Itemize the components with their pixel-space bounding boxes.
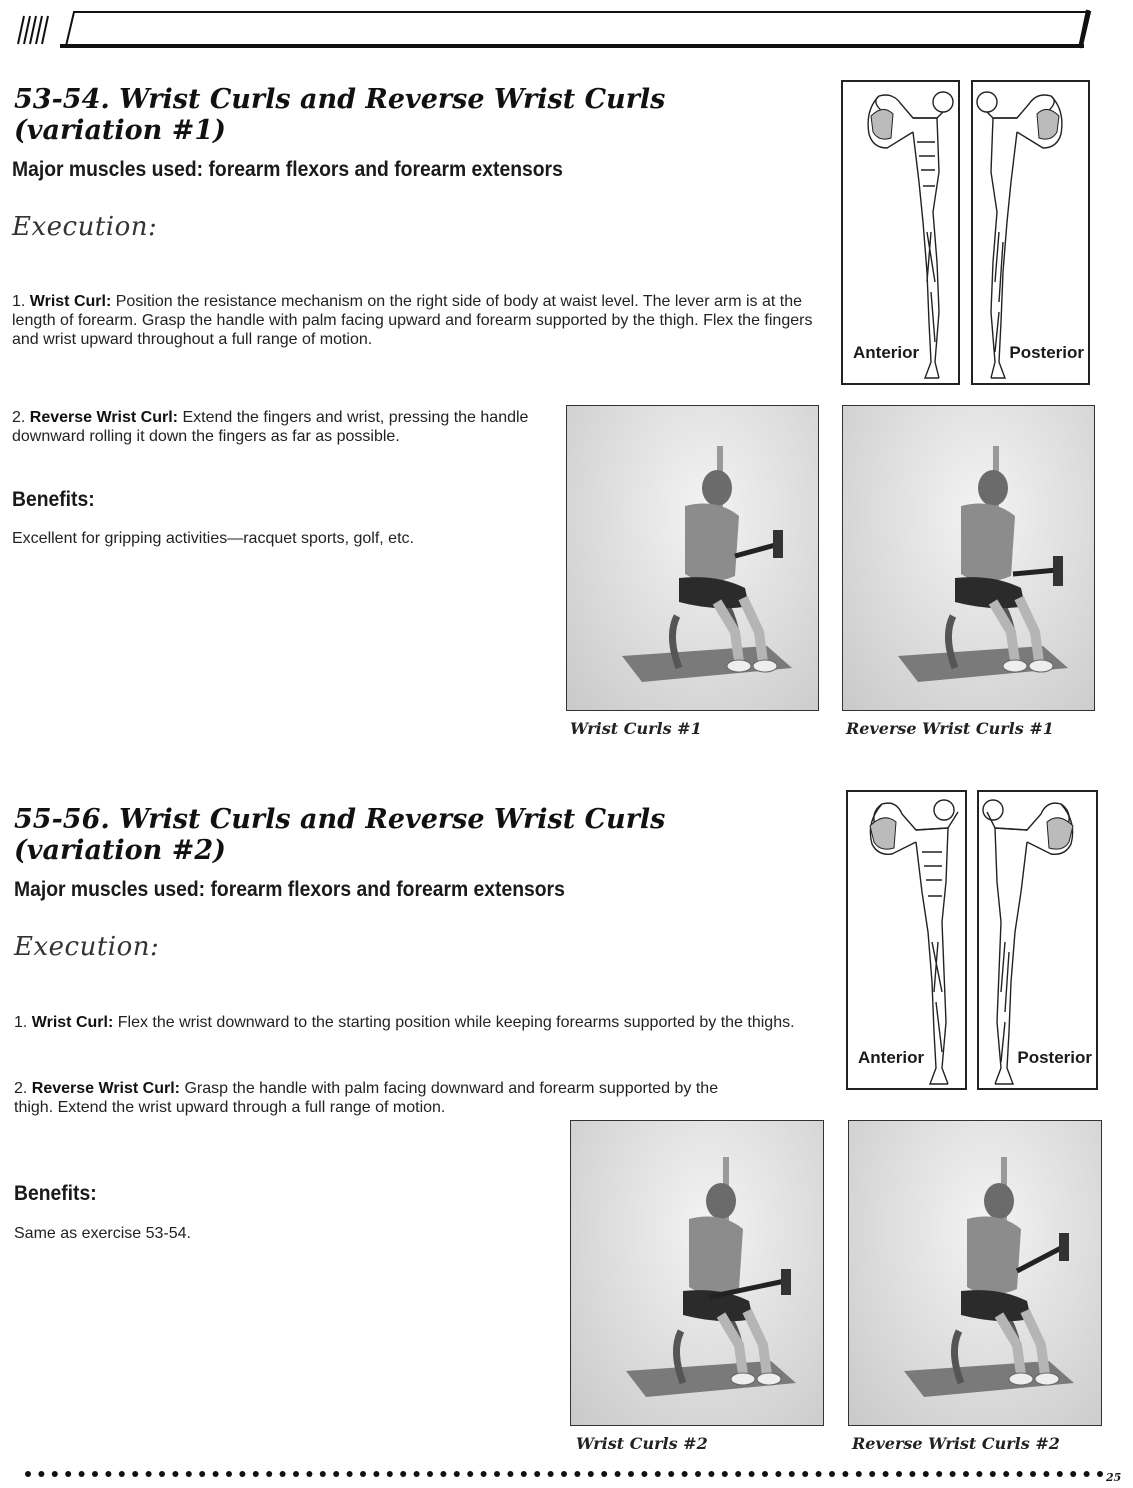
section1-posterior-label: Posterior xyxy=(1009,343,1084,362)
section1-step1-text: Position the resistance mechanism on the right side of body at waist level. The lever arm is at the length of forearm. Grasp the handle with palm facing upward and forearm supported by the thigh. Flex the fingers and wrist upward throughout a full range of motion. xyxy=(12,293,813,348)
section2-posterior-muscle-diagram xyxy=(977,790,1098,1090)
seated-man-photo-illustration xyxy=(567,406,817,709)
posterior-body-illustration xyxy=(973,82,1088,383)
section2-benefits-text: Same as exercise 53-54. xyxy=(14,1225,191,1242)
section1-step2-text: Extend the fingers and wrist, pressing the handle downward rolling it down the fingers as far as possible. xyxy=(12,409,529,445)
section1-posterior-muscle-diagram xyxy=(971,80,1090,385)
section1-benefits-heading: Benefits: xyxy=(12,488,95,511)
section1-step1 xyxy=(12,292,820,349)
section2-caption-reverse-wrist-curls: Reverse Wrist Curls #2 xyxy=(852,1434,1060,1453)
posterior-body-illustration xyxy=(979,792,1096,1088)
section2-muscles-used: Major muscles used: forearm flexors and forearm extensors xyxy=(14,878,565,901)
section2-reverse-wrist-curl-photo xyxy=(848,1120,1102,1426)
section1-caption-reverse-wrist-curls: Reverse Wrist Curls #1 xyxy=(846,719,1054,738)
anterior-body-illustration xyxy=(843,82,958,383)
section2-wrist-curl-photo xyxy=(570,1120,824,1426)
page-number: 25 xyxy=(1106,1471,1122,1484)
seated-man-photo-illustration xyxy=(849,1121,1100,1424)
section2-step1-number: 1. xyxy=(14,1014,28,1031)
section1-wrist-curl-photo xyxy=(566,405,819,711)
section2-step1-label: Wrist Curl: xyxy=(31,1014,114,1031)
section2-step2 xyxy=(14,1079,744,1117)
section1-anterior-label: Anterior xyxy=(853,343,920,362)
section1-anterior-muscle-diagram xyxy=(841,80,960,385)
anterior-body-illustration xyxy=(848,792,965,1088)
section1-step1-label: Wrist Curl: xyxy=(29,293,112,310)
seated-man-photo-illustration xyxy=(571,1121,822,1424)
section2-title: 55-56. Wrist Curls and Reverse Wrist Curls (variation #2) xyxy=(14,804,666,866)
section2-step2-text: Grasp the handle with palm facing downward and forearm supported by the thigh. Extend the wrist upward through a full range of motion. xyxy=(14,1080,719,1116)
section1-step2-label: Reverse Wrist Curl: xyxy=(29,409,178,426)
section1-reverse-wrist-curl-photo xyxy=(842,405,1095,711)
seated-man-photo-illustration xyxy=(843,406,1093,709)
section1-benefits-text: Excellent for gripping activities—racquet sports, golf, etc. xyxy=(12,530,414,547)
section2-anterior-muscle-diagram xyxy=(846,790,967,1090)
section1-step1-number: 1. xyxy=(12,293,26,310)
section2-anterior-label: Anterior xyxy=(858,1048,925,1067)
section1-execution-heading: Execution: xyxy=(12,212,158,242)
section2-step1 xyxy=(14,1013,814,1032)
footer-dotted-rule xyxy=(24,1468,1104,1480)
section1-step2-number: 2. xyxy=(12,409,26,426)
section2-step1-text: Flex the wrist downward to the starting position while keeping forearms supported by the thighs. xyxy=(117,1014,795,1031)
section1-muscles-used: Major muscles used: forearm flexors and forearm extensors xyxy=(12,158,563,181)
section2-posterior-label: Posterior xyxy=(1017,1048,1092,1067)
section2-caption-wrist-curls: Wrist Curls #2 xyxy=(576,1434,708,1453)
section2-benefits-heading: Benefits: xyxy=(14,1182,97,1205)
section1-step2 xyxy=(12,408,542,446)
header-bar xyxy=(40,6,1100,50)
section2-step2-label: Reverse Wrist Curl: xyxy=(31,1080,180,1097)
section2-step2-number: 2. xyxy=(14,1080,28,1097)
section2-execution-heading: Execution: xyxy=(14,932,160,962)
section1-caption-wrist-curls: Wrist Curls #1 xyxy=(570,719,702,738)
section1-title: 53-54. Wrist Curls and Reverse Wrist Curls (variation #1) xyxy=(14,84,666,146)
